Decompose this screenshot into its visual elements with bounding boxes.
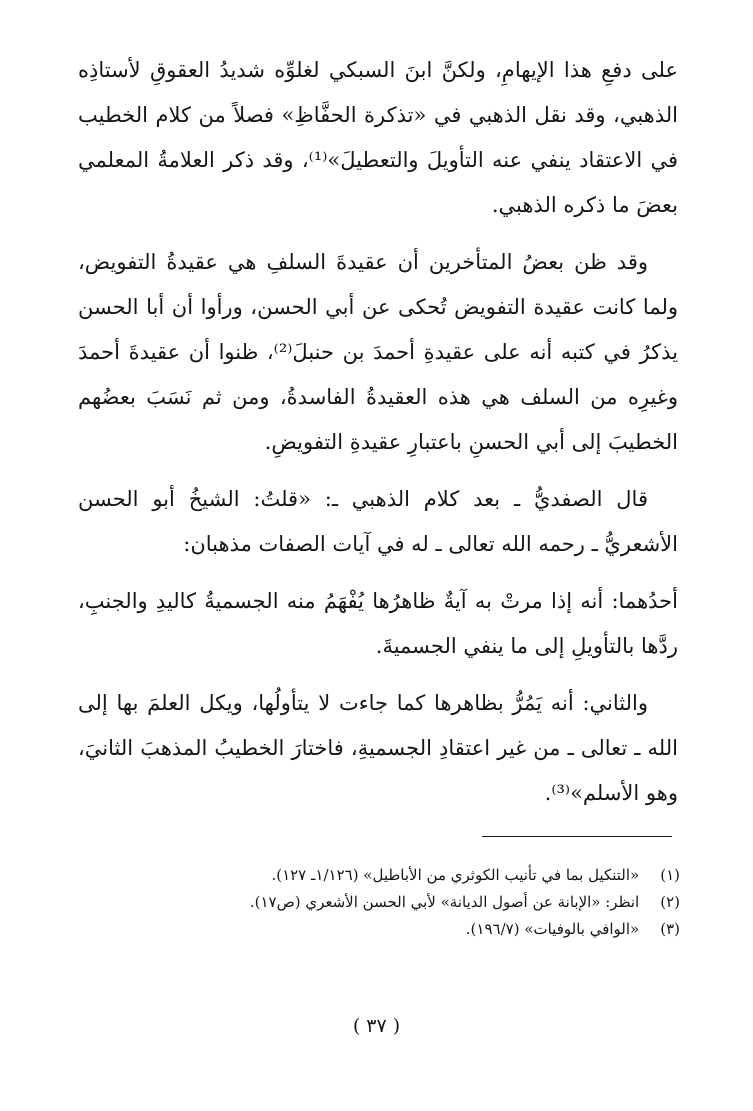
footnote-text: «الوافي بالوفيات» (١٩٦/٧). xyxy=(465,920,640,938)
footnote-text: انظر: «الإبانة عن أصول الديانة» لأبي الحسن الأشعري (ص١٧). xyxy=(249,893,640,911)
footnote-separator xyxy=(482,836,672,837)
footnote-text: «التنكيل بما في تأنيب الكوثري من الأباطيل» (١/١٢٦ـ ١٢٧). xyxy=(271,866,640,884)
page-number: ( ٣٧ ) xyxy=(352,1015,401,1037)
footnote-3 xyxy=(150,916,680,943)
paragraph-4: أحدُهما: أنه إذا مرتْ به آيةٌ ظاهرُها يُفْهَمُ منه الجسميةُ كاليدِ والجنبِ، ردَّها بالتأويلِ إلى ما ينفي الجسميةَ. xyxy=(78,589,678,658)
paragraph-1: على دفعِ هذا الإيهامِ، ولكنَّ ابنَ السبكي لغلوِّه شديدُ العقوقِ لأستاذِه الذهبي، وقد نقل الذهبي في «تذكرة الحفَّاظِ» فصلاً من كلام الخطيب في الاعتقاد ينفي عنه التأويلَ والتعطيلَ»⁽¹⁾، وقد ذكر العلامةُ المعلمي بعضَ ما ذكره الذهبي. xyxy=(78,58,679,217)
footnote-number: (١) xyxy=(660,866,680,884)
footnotes xyxy=(150,862,680,943)
footnote-2 xyxy=(150,889,680,916)
paragraph-2: وقد ظن بعضُ المتأخرين أن عقيدةَ السلفِ هي عقيدةُ التفويض، ولما كانت عقيدة التفويض تُحكى عن أبي الحسن، ورأوا أن أبا الحسن يذكرُ في كتبه أنه على عقيدةِ أحمدَ بن حنبلَ⁽²⁾، ظنوا أن عقيدةَ أحمدَ وغيرِه من السلف هي هذه العقيدةُ الفاسدةُ، ومن ثم نَسَبَ بعضُهم الخطيبَ إلى أبي الحسنِ باعتبارِ عقيدةِ التفويضِ. xyxy=(78,250,678,454)
main-text xyxy=(78,48,678,828)
paragraph-5: والثاني: أنه يَمُرُّ بظاهرها كما جاءت لا يتأولُها، ويكل العلمَ بها إلى الله ـ تعالى ـ من غير اعتقادِ الجسميةِ، فاختارَ الخطيبُ المذهبَ الثانيَ، وهو الأسلم»⁽³⁾. xyxy=(78,691,678,805)
paragraph-3: قال الصفديُّ ـ بعد كلام الذهبي ـ: «قلتُ: الشيخُ أبو الحسن الأشعريُّ ـ رحمه الله تعالى ـ له في آيات الصفات مذهبان: xyxy=(78,487,678,556)
footnote-number: (٢) xyxy=(660,893,680,911)
footnote-number: (٣) xyxy=(660,920,680,938)
footnote-1 xyxy=(150,862,680,889)
